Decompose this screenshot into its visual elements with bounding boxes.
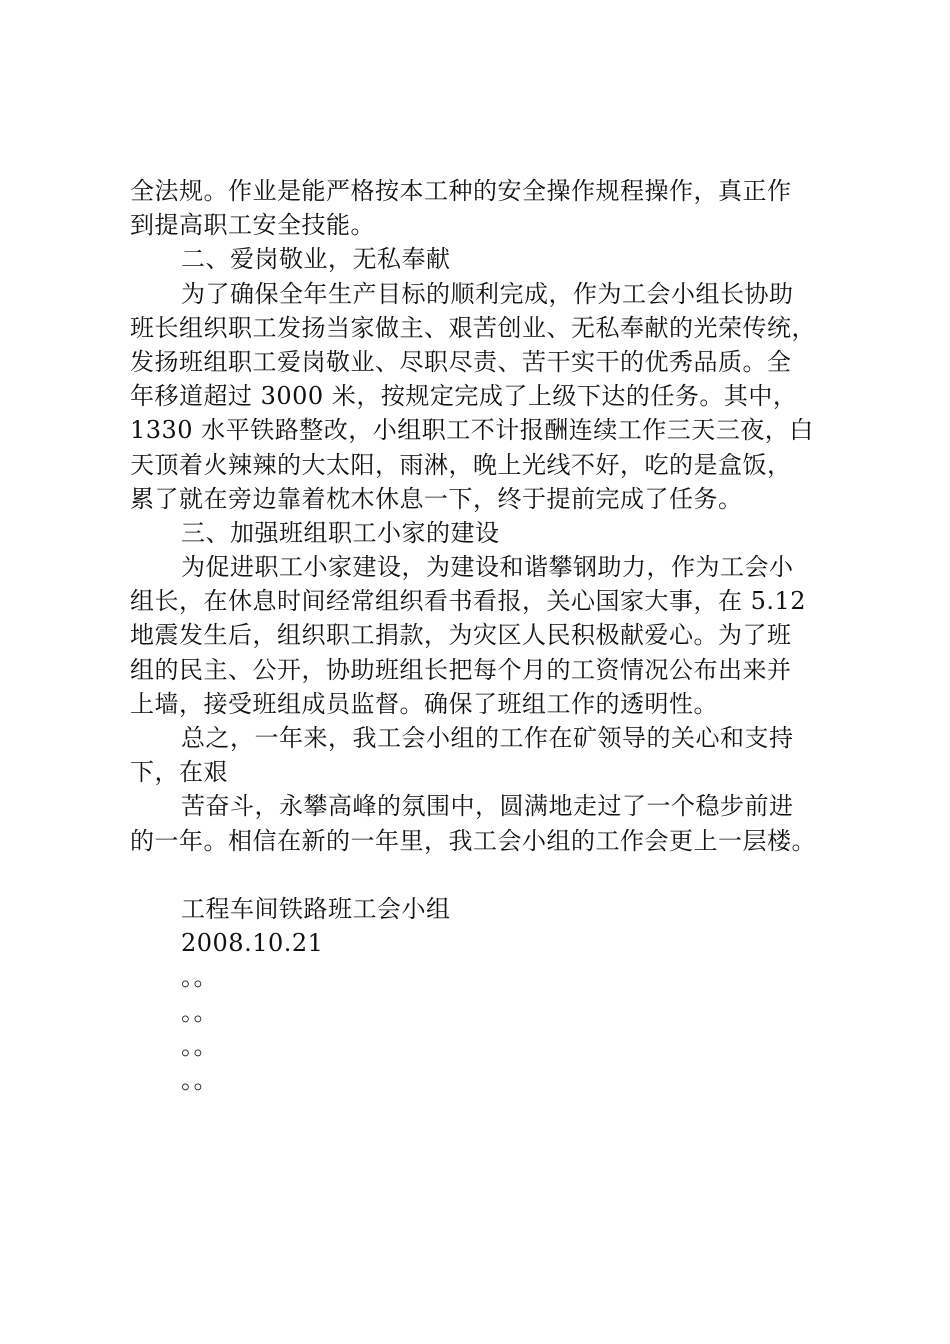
text-line: 地震发生后，组织职工捐款，为灾区人民积极献爱心。为了班 [130,621,792,650]
trailing-mark: 。。 [181,1065,218,1094]
text-line: 到提高职工安全技能。 [130,211,375,240]
trailing-mark: 。。 [181,1031,218,1060]
signature-org: 工程车间铁路班工会小组 [181,894,451,923]
text-line: 累了就在旁边靠着枕木休息一下，终于提前完成了任务。 [130,484,743,513]
text-line: 年移道超过 3000 米，按规定完成了上级下达的任务。其中， [130,382,798,411]
trailing-mark: 。。 [181,963,218,992]
text-line: 组的民主、公开，协助班组长把每个月的工资情况公布出来并 [130,655,792,684]
text-line: 为促进职工小家建设，为建设和谐攀钢助力，作为工会小 [181,553,794,582]
text-line: 班长组织职工发扬当家做主、艰苦创业、无私奉献的光荣传统， [130,313,816,342]
text-line: 1330 水平铁路整改，小组职工不计报酬连续工作三天三夜，白 [130,416,814,445]
section-heading: 三、加强班组职工小家的建设 [181,518,500,547]
text-line: 天顶着火辣辣的大太阳，雨淋，晚上光线不好，吃的是盒饭， [130,450,792,479]
text-line: 发扬班组职工爱岗敬业、尽职尽责、苦干实干的优秀品质。全 [130,347,792,376]
text-line: 下，在艰 [130,758,228,787]
signature-date: 2008.10.21 [181,929,324,958]
text-line: 为了确保全年生产目标的顺利完成，作为工会小组长协助 [181,279,794,308]
text-line: 组长，在休息时间经常组织看书看报，关心国家大事，在 5.12 [130,587,807,616]
document-body [130,174,850,1097]
text-line: 总之，一年来，我工会小组的工作在矿领导的关心和支持 [181,724,794,752]
text-line: 的一年。相信在新的一年里，我工会小组的工作会更上一层楼。 [130,826,816,855]
text-line: 全法规。作业是能严格按本工种的安全操作规程操作，真正作 [130,177,792,205]
text-line: 苦奋斗，永攀高峰的氛围中，圆满地走过了一个稳步前进 [181,792,794,821]
trailing-mark: 。。 [181,997,218,1026]
blank-line [130,858,850,892]
section-heading: 二、爱岗敬业，无私奉献 [181,245,451,274]
text-line: 上墙，接受班组成员监督。确保了班组工作的透明性。 [130,689,718,718]
